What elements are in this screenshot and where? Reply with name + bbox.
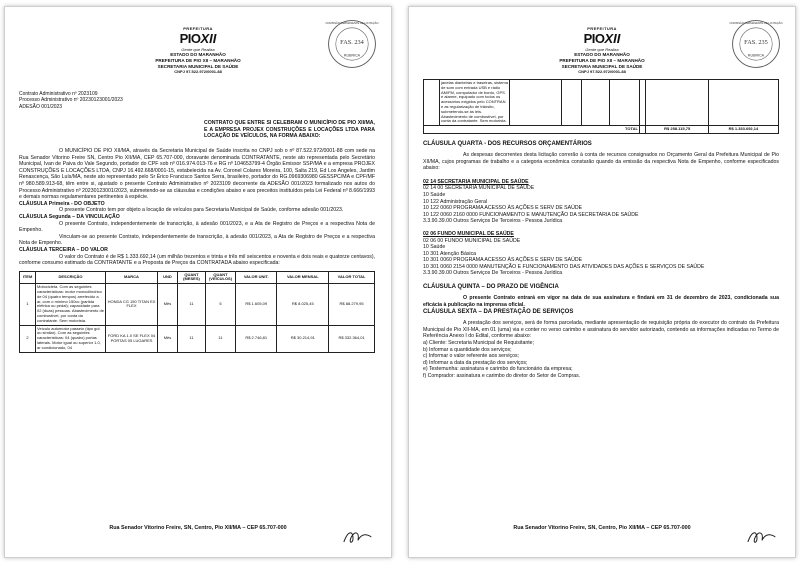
clause-2-text-1: O presente Contrato, independentemente de transcrição, à adesão 001/2023, e a Ata de Registro de Preços e a respectiva Nota de Empenho. xyxy=(19,220,375,234)
signature-icon xyxy=(745,527,779,547)
clause-5-text: O presente Contrato entrará em vigor na data de sua assinatura e findará em 31 de dezembro de 2023, condicionada sua eficácia à publicação na imprensa oficial. xyxy=(423,295,779,308)
svg-text:FAS. 234: FAS. 234 xyxy=(340,39,364,46)
commission-stamp-icon xyxy=(325,17,379,71)
svg-text:COMISSÃO PERMANENTE DE LICITAÇ: COMISSÃO PERMANENTE DE LICITAÇÃO xyxy=(729,22,783,26)
prefeitura-logo: PREFEITURA PIOXII Gente que Realiza xyxy=(179,26,217,52)
table-row: janelas dianteiras e traseiras, sistema de som com entrada USB e rádio AM/FM, computador de bordo, GPS e alarme, equipado com todos os acessórios exigidos pelo CONTRAN e as regularização de trânsito, submetendo-se às leis. Abastecimento de combustível, por conta da contratante. Sem motorista. xyxy=(424,80,779,126)
adesao-number: ADESÃO 001/2023 xyxy=(19,103,63,110)
page-footer-address: Rua Senador Vitorino Freire, SN, Centro, Pio XII/MA – CEP 65.707-000 xyxy=(109,525,287,531)
prefeitura-logo: PREFEITURA PIOXII Gente que Realiza xyxy=(583,26,621,52)
header-cell: VALOR UNIT. xyxy=(236,271,277,284)
svg-text:RUBRICA: RUBRICA xyxy=(747,53,765,58)
header-cell: QUANT (VEÍCULOS) xyxy=(206,271,236,284)
clause-3-title: CLÁUSULA TERCEIRA – DO VALOR xyxy=(19,246,108,253)
contract-title: CONTRATO QUE ENTRE SI CELEBRAM O MUNICÍPIO DE PIO XII/MA, E A EMPRESA PROJEX CONSTRUÇÕES E LOCAÇÕES LTDA PARA LOCAÇÃO DE VEÍCULOS, NA FORMA ABAIXO: xyxy=(204,120,375,140)
list-item: d) Informar a data da prestação dos serviços; xyxy=(423,359,528,366)
contract-preamble: O MUNICÍPIO DE PIO XII/MA, através da Secretaria Municipal de Saúde inscrita no CNPJ sob o nº 87.522.972/0001-88 com sede na Rua Senador Vitorino Freire SN, Centro Pio XII/MA, CEP 65.707-000, doravante denominada CONTRATANTE, neste ato representada pelo Secretário Municipal, Ivan de Paiva do Vale Segundo, portador do CPF sob nº 016.974.013-76 e RG nº 104653799-4 Órgão Emissor SSP/MA e a empresa PROJEX CONSTRUÇÕES E LOCAÇÕES LTDA, CNPJ 16.492.668/0001-15, estabelecida na Av. Coronel Colares Moreira, 100, Salta 219, Ed Los Angeles, Jardim Renascença, São Luís/MA, neste ato representado pelo Sr Érico Francisco Santos Serra, brasileiro, portador do RG.0969306980 GESSPC/MA e CPF/MF nº 980.589.913-68, têm entre si, ajustado o presente Contrato Administrativo nº 2023109 decorrente da ADESÃO 001/2023 formalizado nos autos do Processo Administrativo nº 20230123001/2023, submetendo-se as cláusulas e condições abaixo e aos preceitos instituídos pela Lei Federal nº 8.666/1993 e demais normas regulamentares pertinentes à espécie. xyxy=(19,148,375,201)
clause-6-text: A prestação dos serviços, será de forma parcelada, mediante apresentação de requisição própria do executor do contrato da Prefeitura Municipal de Pio XII-MA, em 01 (uma) via e conter no verso carimbo e assinatura do servidor autorizado, contendo as informações indicadas no Termo de Referência Anexo I do Edital, conforme abaixo: xyxy=(423,320,779,340)
document-page-1 xyxy=(4,6,392,558)
header-cell: UND xyxy=(158,271,178,284)
header-cell: ITEM xyxy=(20,271,36,284)
list-item: f) Comprador: assinatura e carimbo do diretor do Setor de Compras. xyxy=(423,373,581,379)
budget-block-2: 02 06 FUNDO MUNICIPAL DE SAÚDE 02 06 00 FUNDO MUNICIPAL DE SAÚDE 10 Saúde 10 301 Atenção Básica 10 301 0060 PROGRAMA ACESSO ÀS AÇÕES E SERV DE SAÚDE 10 301 0060 2154 0000 MANUTENÇÃO E FUNCIONAMENTO DAS ATIVIDADES DAS AÇÕES E SERVIÇOS DE SAÚDE 3.3.90.39.00 Outros Serviços De Terceiros - Pessoa Jurídica xyxy=(423,230,705,277)
header-cell: MARCA xyxy=(106,271,158,284)
page-footer-address: Rua Senador Vitorino Freire, SN, Centro, Pio XII/MA – CEP 65.707-000 xyxy=(513,525,691,531)
table-total-row: TOTAL R$ 258.115,75 R$ 1.333.692,14 xyxy=(424,126,779,134)
header-dept: SECRETARIA MUNICIPAL DE SAÚDE xyxy=(157,63,239,69)
header-dept: SECRETARIA MUNICIPAL DE SAÚDE xyxy=(561,63,643,69)
commission-stamp-icon xyxy=(729,17,783,71)
table-header-row xyxy=(20,271,375,284)
list-item: a) Cliente: Secretaria Municipal de Requisitante; xyxy=(423,340,535,347)
process-number: Processo Administrativo nº 20230123001/2023 xyxy=(19,97,123,104)
list-item: e) Testemunha: assinatura e carimbo do funcionário da empresa; xyxy=(423,366,573,373)
items-table-continuation xyxy=(423,79,779,134)
clause-1-title: CLÁUSULA Primeira - DO OBJETO xyxy=(19,200,105,207)
contract-number: Contrato Administrativo nº 2023109 xyxy=(19,91,98,97)
clause-6-title: CLÁUSULA SEXTA – DA PRESTAÇÃO DE SERVIÇOS xyxy=(423,309,574,316)
header-cnpj: CNPJ 97.522.972/0001-88 xyxy=(578,69,626,75)
header-cnpj: CNPJ 97.522.972/0001-88 xyxy=(174,69,222,75)
header-state: ESTADO DO MARANHÃO xyxy=(170,52,226,57)
header-cell: VALOR TOTAL xyxy=(329,271,375,284)
clause-6-list xyxy=(423,340,779,380)
list-item: b) Informar a quantidade dos serviços; xyxy=(423,346,512,353)
document-page-2 xyxy=(408,6,796,558)
svg-text:COMISSÃO PERMANENTE DE LICITAÇ: COMISSÃO PERMANENTE DE LICITAÇÃO xyxy=(325,22,379,26)
list-item: c) Informar o valor referente aos serviços; xyxy=(423,353,520,360)
table-row: 2 Veículo automotor passeio (tipo gol ou similar). Com as seguintes características: 04 (quatro) portas laterais. Motor igual ou superior 1.0, ar condicionado, 04 FORD KA 1.0 SE FLEX 04 PORTAS 05 LUGARES Mês 11 11 R$ 2.746,81 R$ 30.214,91 R$ 332.364,01 xyxy=(20,325,375,352)
clause-4-text: As despesas decorrentes desta licitação correrão à conta de recursos consignados no Orçamento Geral da Prefeitura Municipal de Pio XII/MA, cujos programas de trabalho e a categoria econômica constarão quando da emissão da respectiva Nota de Empenho, conforme especificados abaixo: xyxy=(423,151,779,172)
signature-icon xyxy=(341,527,375,547)
clause-4-title: CLÁUSULA QUARTA - DOS RECURSOS ORÇAMENTÁRIOS xyxy=(423,140,592,147)
budget-block-1: 02 14 SECRETARIA MUNICIPAL DE SAÚDE 02 14 00 SECRETARIA MUNICIPAL DE SAÚDE 10 Saúde 10 122 Administração Geral 10 122 0060 PROGRAMA ACESSO ÀS AÇÕES E SERV DE SAÚDE 10 122 0060 2160 0000 FUNCIONAMENTO E MANUTENÇÃO DA SECRETARIA DE SAÚDE 3.3.90.39.00 Outros Serviços De Terceiros - Pessoa Jurídica xyxy=(423,178,639,225)
clause-2-title: CLÁUSULA Segunda – DA VINCULAÇÃO xyxy=(19,213,120,220)
header-cell: QUANT (MESES) xyxy=(178,271,206,284)
header-state: ESTADO DO MARANHÃO xyxy=(574,52,630,57)
header-cell: VALOR MENSAL xyxy=(277,271,329,284)
header-city: PREFEITURA DE PIO XII – MARANHÃO xyxy=(559,57,645,63)
svg-text:RUBRICA: RUBRICA xyxy=(343,53,361,58)
items-table xyxy=(19,271,375,353)
clause-3-text: O valor do Contrato é de R$ 1.333.692,14 (um milhão trezentos e trinta e três mil seiscentos e noventa e dois reais e quatorze centavos), conforme consumo estimado da CONTRATANTE e a Proposta de Preços da CONTRATADA abaixo especificada: xyxy=(19,253,375,267)
table-row: 1 Motocicleta. Com as seguintes características: motor monocilindrico de 04 (quatro tempos) arrefecido a ar, com o mínimo 150cc (partida elétrica ou pedal); capacidade para 02 (duas) pessoas. Abastecimento de combustível, por conta da contratante. Sem motorista. HONDA CG 150 TITAN EX FLEX Mês 11 5 R$ 1.605,09 R$ 8.025,45 R$ 88.279,95 xyxy=(20,284,375,325)
clause-1-text: O presente Contrato tem por objeto a locação de veículos para Secretaria Municipal de Saúde, conforme adesão 001/2023. xyxy=(59,207,344,214)
svg-text:FAS. 235: FAS. 235 xyxy=(744,39,768,46)
header-cell: DESCRIÇÃO xyxy=(36,271,106,284)
clause-2-text-2: Vinculam-se ao presente Contrato, independentemente de transcrição, à adesão 001/2023, a Ata de Registro de Preços e a respectiva Nota de Empenho. xyxy=(19,233,375,247)
header-city: PREFEITURA DE PIO XII – MARANHÃO xyxy=(155,57,241,63)
clause-5-title: CLÁUSULA QUINTA – DO PRAZO DE VIGÊNCIA xyxy=(423,284,559,291)
